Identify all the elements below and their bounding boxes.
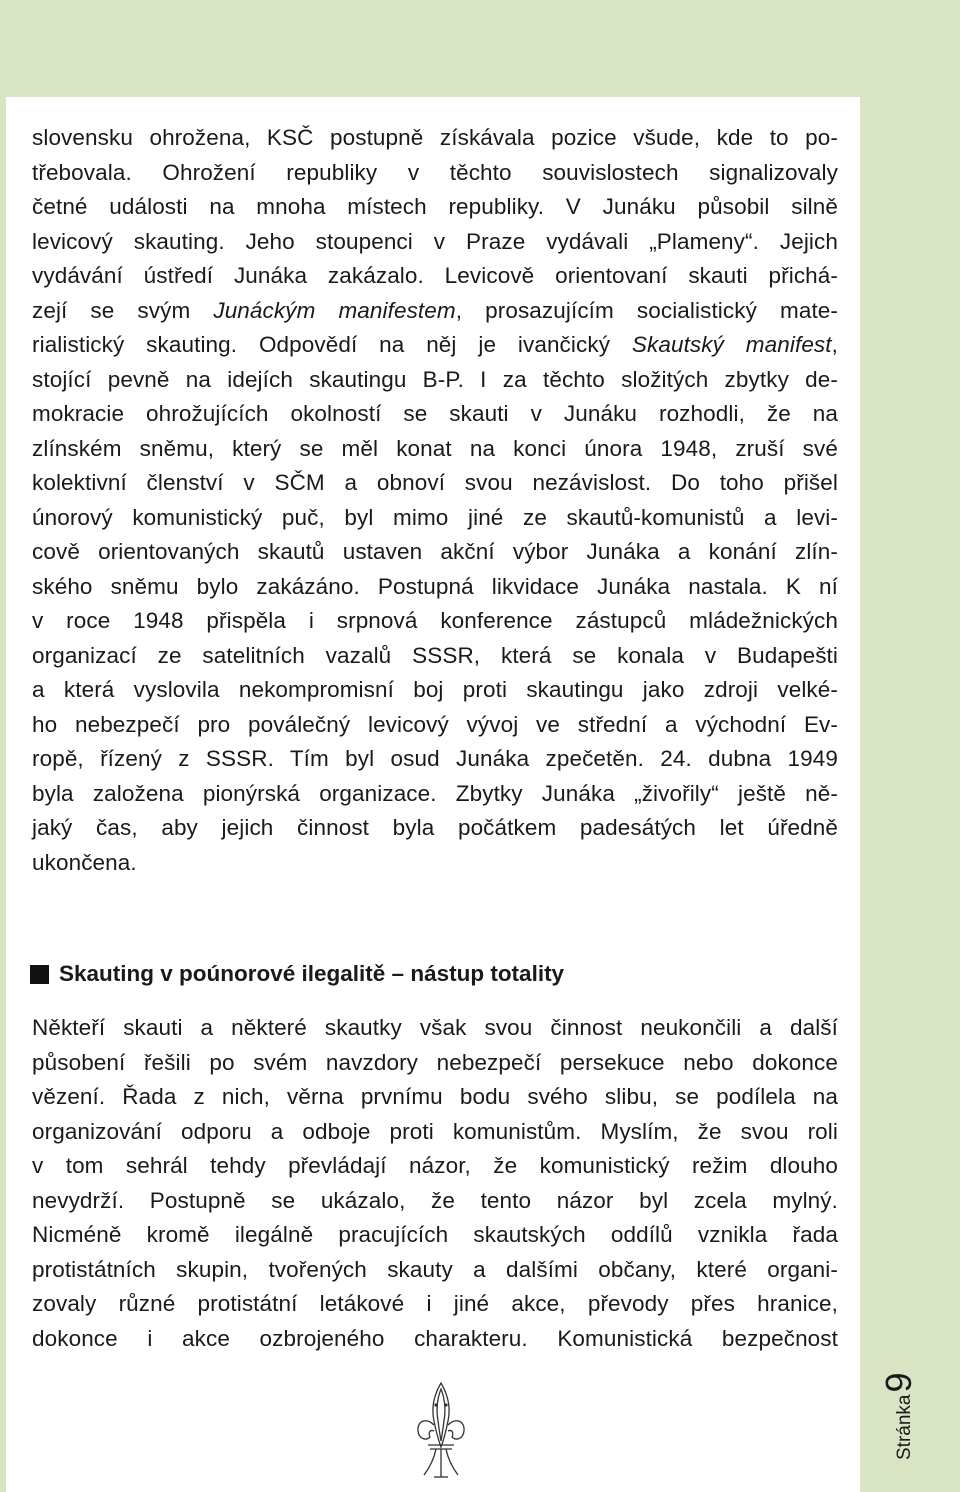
paragraph-2 [32, 1011, 838, 1356]
text-segment: , [831, 332, 838, 357]
italic-title: Junáckým manifestem [213, 297, 456, 323]
text-line: ropě, řízený z SSSR. Tím byl osud Junáka zpečetěn. 24. dubna 1949 [32, 746, 838, 771]
text-line [32, 328, 838, 363]
text-line: cově orientovaných skautů ustaven akční výbor Junáka a konání zlín- [32, 539, 838, 564]
text-line: organizací ze satelitních vazalů SSSR, která se konala v Budapešti [32, 642, 838, 668]
body-text [32, 121, 838, 880]
text-line: byla založena pionýrská organizace. Zbytky Junáka „živořily“ ještě ně- [32, 780, 838, 806]
text-line: ho nebezpečí pro poválečný levicový vývoj ve střední a východní Ev- [32, 711, 838, 737]
text-line: stojící pevně na idejích skautingu B-P. I za těchto složitých zbytky de- [32, 366, 838, 392]
text-line: zlínském sněmu, který se měl konat na konci února 1948, zruší své [32, 435, 838, 461]
text-line: organizování odporu a odboje proti komunistům. Myslím, že svou roli [32, 1118, 838, 1144]
text-line: nevydrží. Postupně se ukázalo, že tento názor byl zcela mylný. [32, 1187, 838, 1213]
fleur-de-lis-icon [414, 1381, 468, 1481]
text-line: Nicméně kromě ilegálně pracujících skautských oddílů vznikla řada [32, 1222, 838, 1247]
page-label-text: Stránka [894, 1394, 915, 1460]
text-line: slovensku ohrožena, KSČ postupně získávala pozice všude, kde to po- [32, 125, 838, 150]
text-segment: , prosazujícím socialistický mate- [455, 297, 838, 323]
text-line: třebovala. Ohrožení republiky v těchto souvislostech signalizovaly [32, 159, 838, 185]
section-heading-text: Skauting v poúnorové ilegalitě – nástup totality [59, 961, 565, 986]
italic-title: Skautský manifest [631, 332, 832, 357]
text-line: levicový skauting. Jeho stoupenci v Praze vydávali „Plameny“. Jejich [32, 228, 838, 254]
section-heading [30, 957, 564, 991]
text-line: jaký čas, aby jejich činnost byla počátkem padesátých let úředně [32, 815, 838, 840]
text-line: vězení. Řada z nich, věrna prvnímu bodu svého slibu, se podílela na [32, 1084, 838, 1109]
text-line: v tom sehrál tehdy převládají názor, že komunistický režim dlouho [32, 1153, 838, 1178]
text-line: v roce 1948 přispěla i srpnová konference zástupců mládežnických [32, 608, 838, 633]
paragraph-1 [32, 121, 838, 880]
text-line: únorový komunistický puč, byl mimo jiné ze skautů-komunistů a levi- [32, 504, 838, 530]
text-line: Někteří skauti a některé skautky však svou činnost neukončili a další [32, 1015, 838, 1040]
text-line: ského sněmu bylo zakázáno. Postupná likvidace Junáka nastala. K ní [32, 573, 838, 599]
page-number-label [878, 1372, 919, 1460]
text-line: vydávání ústředí Junáka zakázalo. Levicově orientovaní skauti přichá- [32, 263, 838, 288]
body-text-2 [32, 1011, 838, 1356]
text-segment: rialistický skauting. Odpovědí na něj je ivančický [32, 332, 632, 357]
text-line: kolektivní členství v SČM a obnoví svou nezávislost. Do toho přišel [32, 470, 838, 495]
text-line: zovaly různé protistátní letákové i jiné akce, převody přes hranice, [32, 1291, 838, 1316]
text-line: dokonce i akce ozbrojeného charakteru. Komunistická bezpečnost [32, 1325, 838, 1351]
text-line: působení řešili po svém navzdory nebezpečí persekuce nebo dokonce [32, 1049, 838, 1075]
text-line: a která vyslovila nekompromisní boj proti skautingu jako zdroji velké- [32, 677, 838, 702]
text-line [32, 294, 838, 329]
text-line: četné události na mnoha místech republiky. V Junáku působil silně [32, 194, 838, 219]
text-segment: zejí se svým [32, 297, 214, 323]
page-number: 9 [878, 1372, 919, 1393]
text-line: mokracie ohrožujících okolností se skauti v Junáku rozhodli, že na [32, 401, 838, 426]
text-line: protistátních skupin, tvořených skauty a dalšími občany, které organi- [32, 1256, 838, 1282]
text-line: ukončena. [32, 849, 137, 875]
heading-bullet-icon [30, 965, 49, 984]
